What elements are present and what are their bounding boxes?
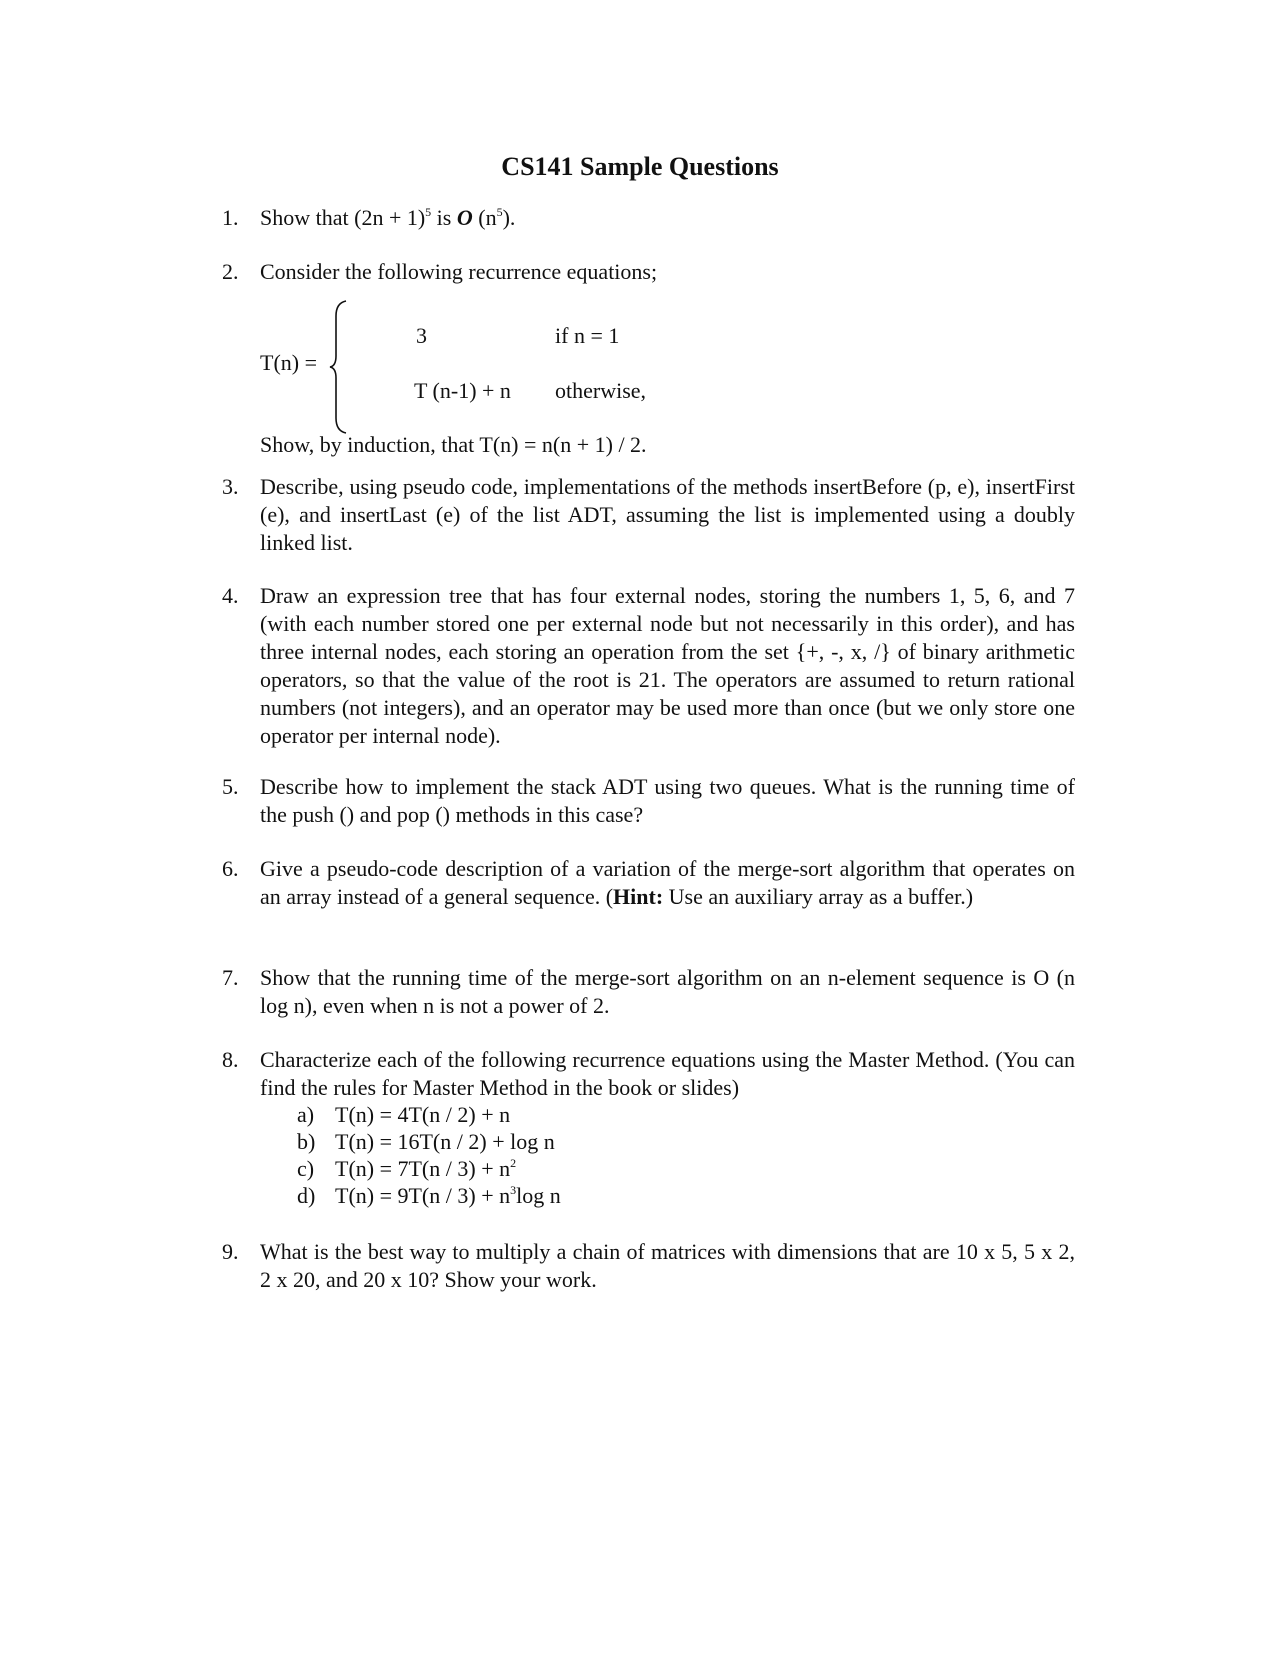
question-text: Consider the following recurrence equations; — [260, 259, 658, 284]
question-number: 2. — [222, 259, 239, 284]
question-text: Show that the running time of the merge-sort algorithm on an n-element sequence is O (n log n), even when n is not a power of 2. — [260, 965, 1075, 1018]
question-4 — [222, 582, 1075, 750]
question-text: Draw an expression tree that has four external nodes, storing the numbers 1, 5, 6, and 7 (with each number stored one per external node but not necessarily in this order), and has three internal nodes, each storing an operation from the set {+, -, x, /} of binary arithmetic operators, so that the value of the root is 21. The operators are assumed to return rational numbers (not integers), and an operator may be used more than once (but we only store one operator per internal node). — [260, 583, 1075, 748]
question-8: 8. Characterize each of the following recurrence equations using the Master Method. (You can find the rules for Master Method in the book or slides) a) T(n) = 4T(n / 2) + n b) T(n) = 16T(n / 2) + log n c) $T(n) = 7T(n / 3) + n^2$ d) $T(n) = 9T(n / 3) + n^3\log$ n — [222, 1047, 1075, 1208]
case-1-condition: if n = 1 — [555, 323, 620, 348]
question-text: Describe, using pseudo code, implementations of the methods insertBefore (p, e), insertFirst (e), and insertLast (e) of the list ADT, assuming the list is implemented using a doubly linked list. — [260, 474, 1075, 555]
question-number: 6. — [222, 856, 239, 881]
question-1 — [222, 204, 1075, 232]
question-number: 9. — [222, 1239, 239, 1264]
question-text: Give a pseudo-code description of a variation of the merge-sort algorithm that operates on an array instead of a general sequence. (Hint: Use an auxiliary array as a buffer.) — [260, 856, 1075, 909]
case-2-condition: otherwise, — [555, 378, 647, 403]
question-3 — [222, 473, 1075, 557]
question-number: 8. — [222, 1047, 239, 1072]
question-text: Show that $(2n + 1)^5$ is O $(n^5)$. — [260, 205, 516, 230]
page-title: CS141 Sample Questions — [501, 152, 779, 181]
question-7 — [222, 964, 1075, 1020]
question-number: 3. — [222, 474, 239, 499]
question-9 — [222, 1238, 1075, 1294]
question-text: Characterize each of the following recurrence equations using the Master Method. (You can find the rules for Master Method in the book or slides) — [260, 1047, 1075, 1100]
hint-label: Hint: — [613, 884, 664, 909]
question-6 — [222, 855, 1075, 911]
question-5 — [222, 773, 1075, 829]
case-1-expression: 3 — [416, 323, 427, 348]
question-text: Describe how to implement the stack ADT using two queues. What is the running time of the push () and pop () methods in this case? — [260, 774, 1075, 827]
curly-brace-icon — [328, 300, 354, 434]
question-2 — [222, 258, 1075, 458]
recurrence-lhs: T(n) = — [260, 350, 317, 375]
question-number: 4. — [222, 583, 239, 608]
question-number: 5. — [222, 774, 239, 799]
case-2-expression: T (n-1) + n — [414, 378, 511, 403]
question-number: 7. — [222, 965, 239, 990]
question-number: 1. — [222, 205, 239, 230]
question-text: What is the best way to multiply a chain of matrices with dimensions that are 10 x 5, 5 x 2, 2 x 20, and 20 x 10? Show your work. — [260, 1239, 1075, 1292]
recurrence-conclusion: Show, by induction, that T(n) = n(n + 1) / 2. — [260, 432, 647, 457]
